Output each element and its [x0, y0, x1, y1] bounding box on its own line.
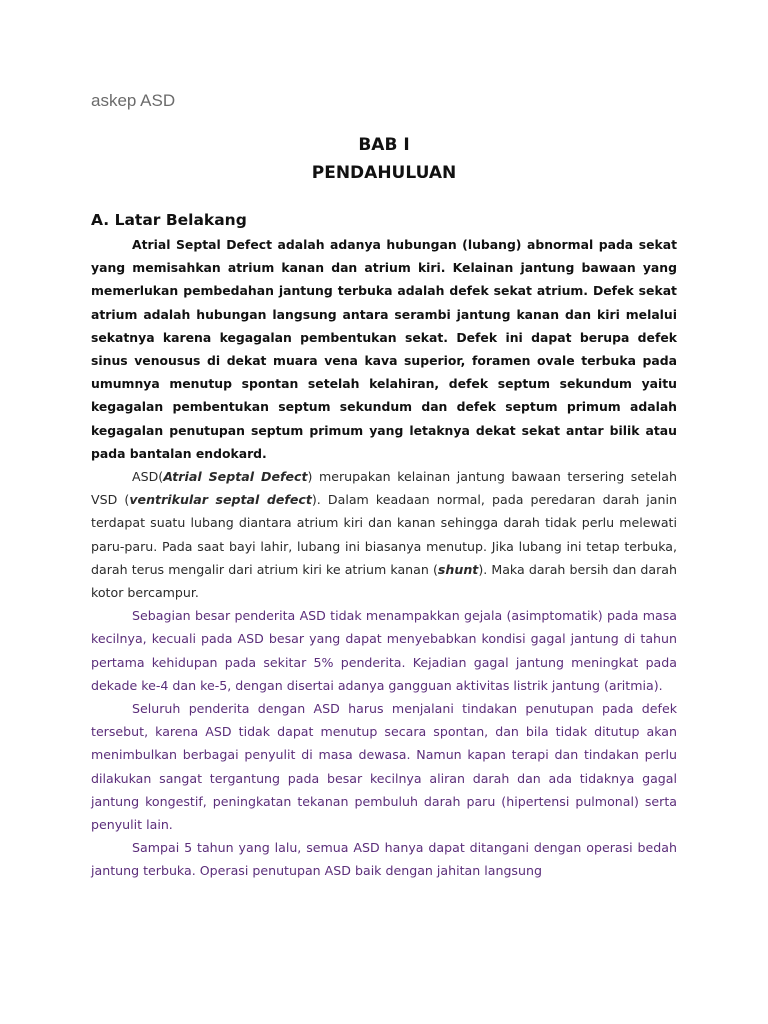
paragraph-4: Seluruh penderita dengan ASD harus menjalani tindakan penutupan pada defek tersebut, karena ASD tidak dapat menutup secara spontan, dan bila tidak ditutup akan menimbulkan berbagai penyulit di masa dewasa. Namun kapan terapi dan tindakan perlu dilakukan sangat tergantung pada besar kecilnya aliran darah dan ada tidaknya gagal jantung kongestif, peningkatan tekanan pembuluh darah paru (hipertensi pulmonal) serta penyulit lain.: [91, 701, 677, 833]
paragraph-1: Atrial Septal Defect adalah adanya hubungan (lubang) abnormal pada sekat yang memisahkan atrium kanan dan atrium kiri. Kelainan jantung bawaan yang memerlukan pembedahan jantung terbuka adalah defek sekat atrium. Defek sekat atrium adalah hubungan langsung antara serambi jantung kanan dan kiri melalui sekatnya karena kegagalan pembentukan sekat. Defek ini dapat berupa defek sinus venousus di dekat muara vena kava superior, foramen ovale terbuka pada umumnya menutup spontan setelah kelahiran, defek septum sekundum yaitu kegagalan pembentukan septum sekundum dan defek septum primum adalah kegagalan penutupan septum primum yang letaknya dekat sekat antar bilik atau pada bantalan endokard.: [91, 237, 677, 461]
chapter-title: PENDAHULUAN: [311, 163, 457, 183]
paragraph-5: Sampai 5 tahun yang lalu, semua ASD hanya dapat ditangani dengan operasi bedah jantung terbuka. Operasi penutupan ASD baik dengan jahitan langsung: [91, 840, 677, 879]
section-heading: A. Latar Belakang: [91, 211, 247, 229]
paragraph-2-text-1: ASD(: [132, 469, 164, 485]
paragraph-3: Sebagian besar penderita ASD tidak menampakkan gejala (asimptomatik) pada masa kecilnya, kecuali pada ASD besar yang dapat menyebabkan kondisi gagal jantung di tahun pertama kehidupan pada sekitar 5% penderita. Kejadian gagal jantung meningkat pada dekade ke-4 dan ke-5, dengan disertai adanya gangguan aktivitas listrik jantung (aritmia).: [91, 608, 677, 693]
paragraph-2-emphasis-2: ventrikular septal defect: [129, 492, 312, 508]
paragraph-2-emphasis-1: Atrial Septal Defect: [163, 469, 308, 485]
document-label: askep ASD: [91, 91, 176, 110]
paragraph-2-emphasis-3: shunt: [437, 561, 479, 577]
paragraph-2: [91, 465, 677, 604]
paragraph-2-text-3: ). Dalam keadaan normal, pada peredaran darah janin terdapat suatu lubang diantara atrium kiri dan kanan sehingga darah tidak perlu melewati paru-paru. Pada saat bayi lahir, lubang ini biasanya menutup. Jika lubang ini tetap terbuka, darah terus mengalir dari atrium kiri ke atrium kanan (: [91, 492, 677, 577]
paragraph-2-text-4: ). Maka darah bersih dan darah kotor bercampur.: [91, 561, 677, 601]
document-body: [91, 233, 677, 883]
paragraph-2-text-2: ) merupakan kelainan jantung bawaan tersering setelah VSD (: [91, 469, 677, 508]
chapter-number: BAB I: [358, 135, 410, 155]
